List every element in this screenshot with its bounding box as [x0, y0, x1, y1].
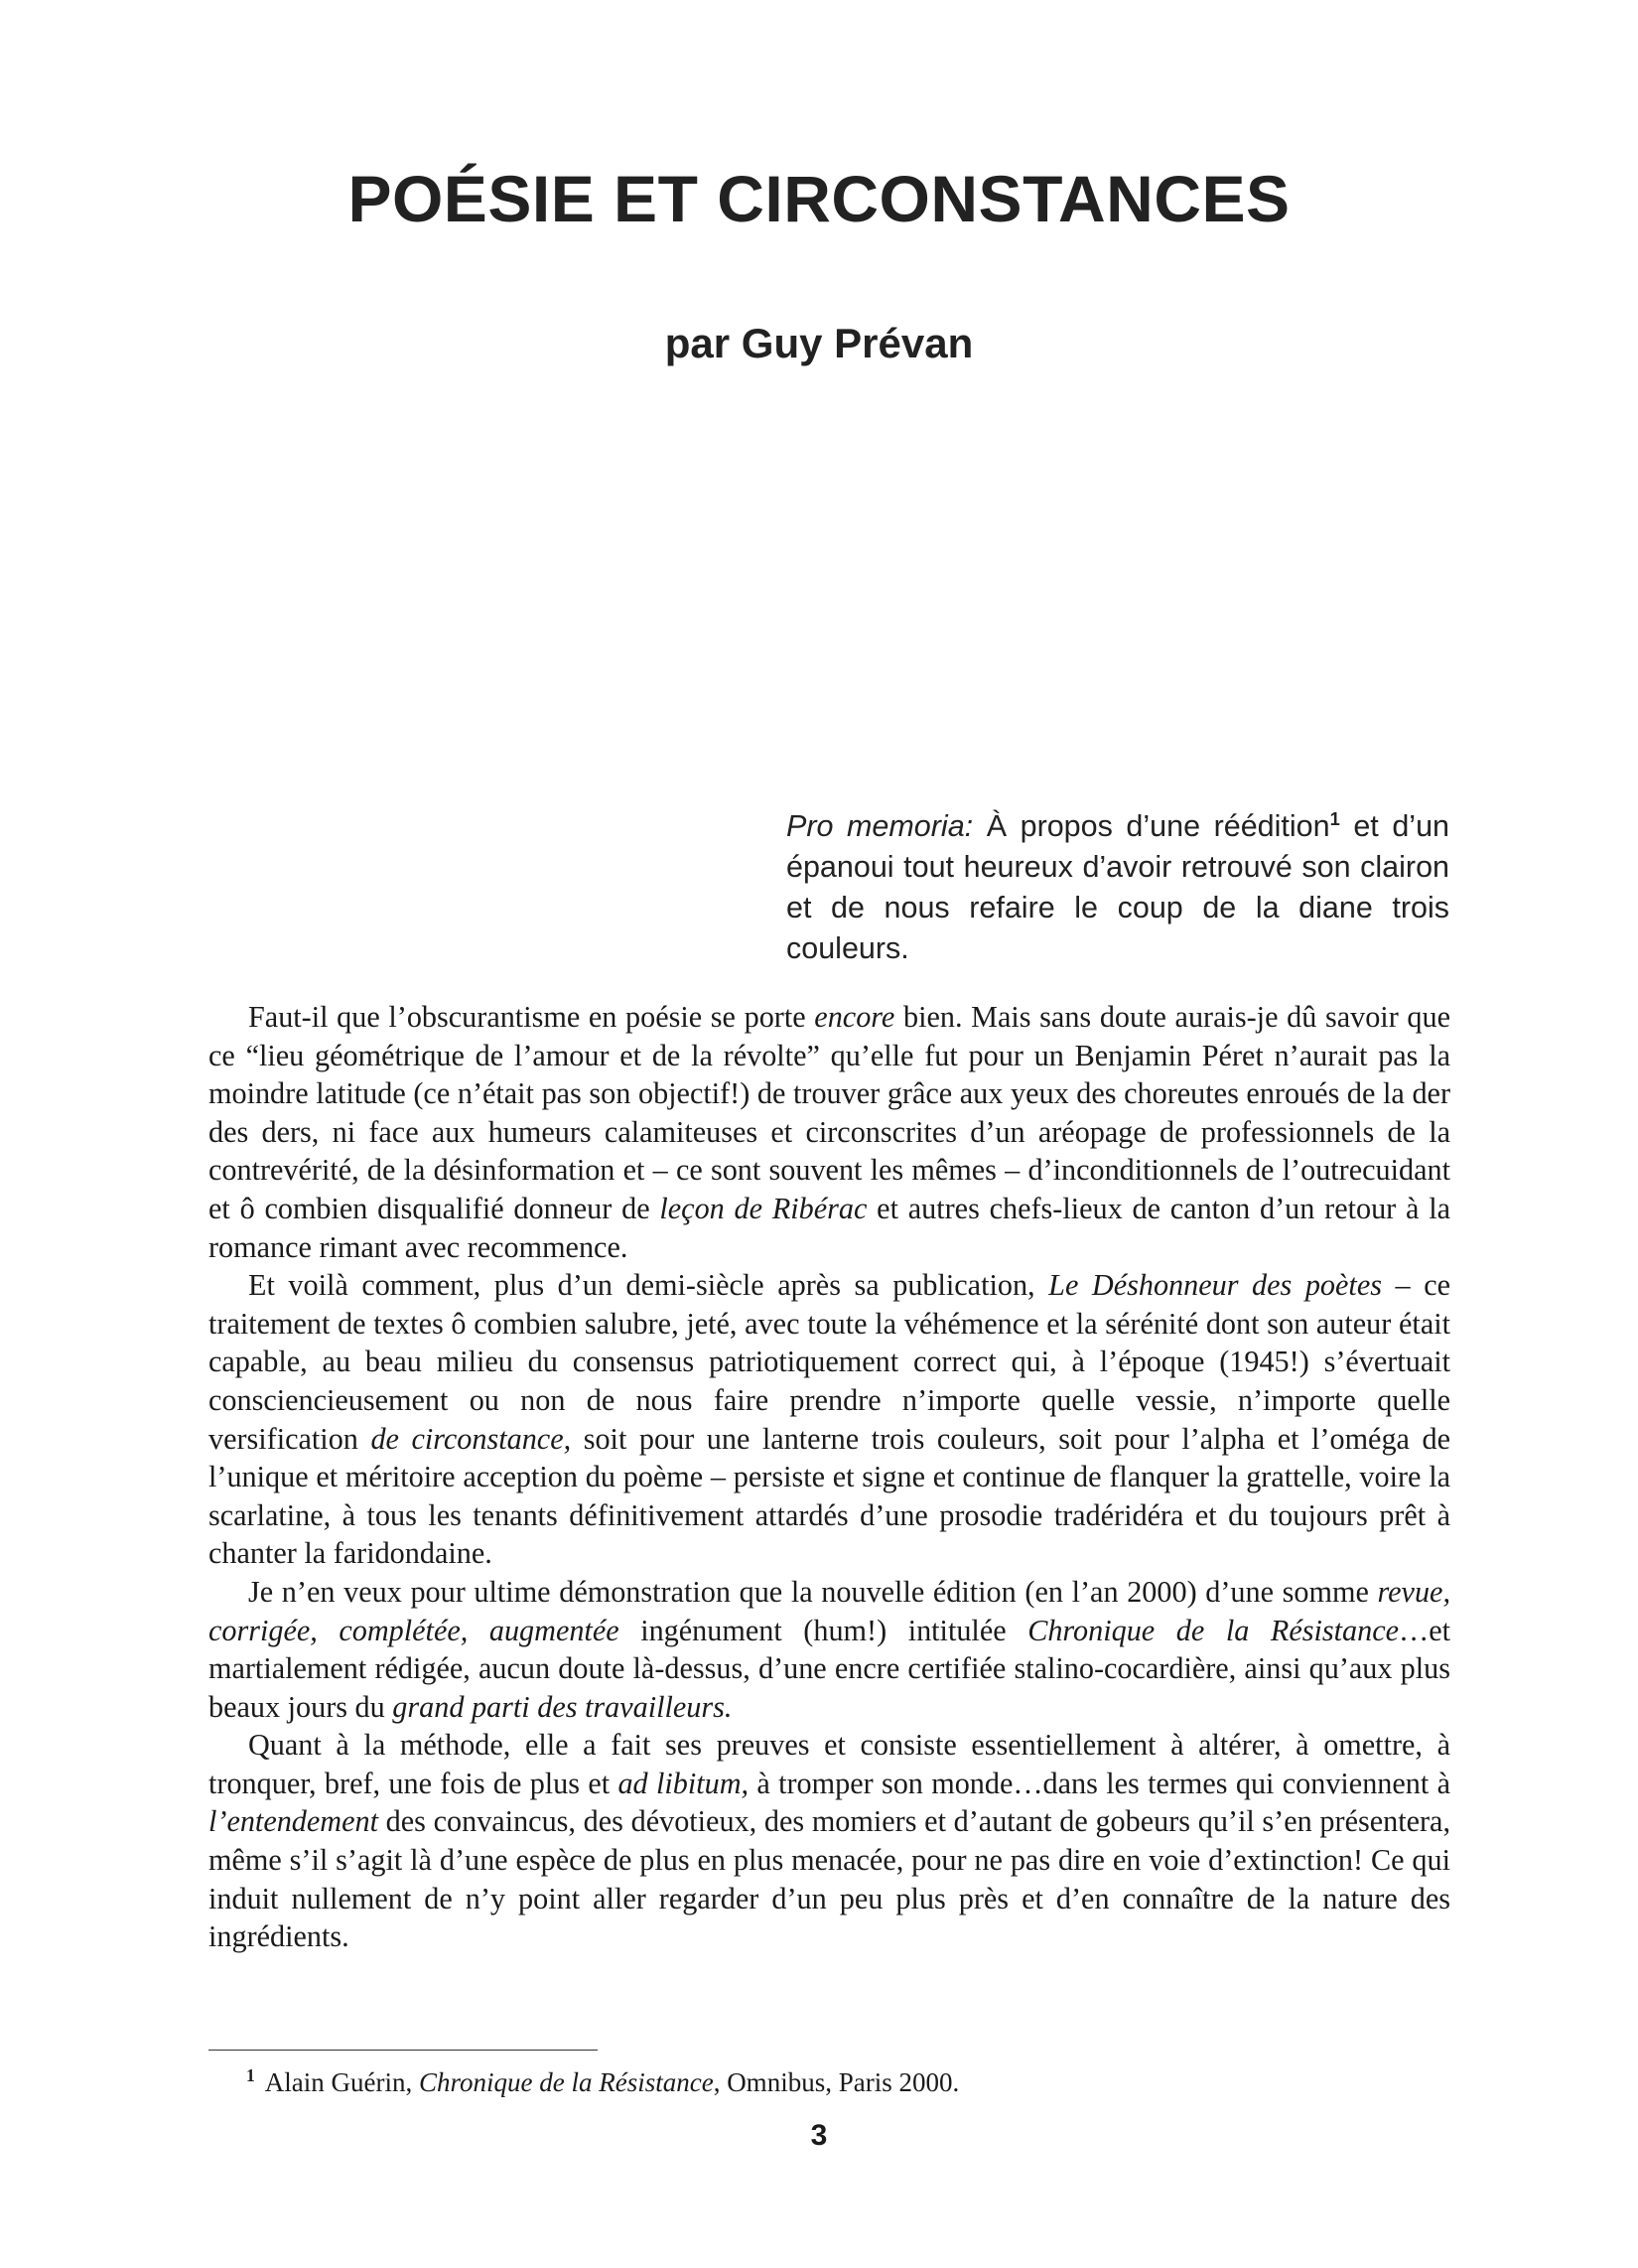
body-paragraph [208, 1726, 1450, 1956]
text-run: ingénument (hum!) intitulée [618, 1613, 1028, 1647]
body-paragraph [208, 998, 1450, 1266]
epigraph-text-before-note: À propos d’une réédition [973, 809, 1330, 843]
text-run: Quant à la méthode, elle a fait ses preuves et consiste essentiellement à altérer, à omettre, à tronquer, bref, une fois de plus et [208, 1728, 1450, 1800]
body-text [208, 998, 1450, 1956]
footnote-rest: , Omnibus, Paris 2000. [713, 2067, 960, 2097]
epigraph [786, 806, 1449, 969]
page-number: 3 [810, 2119, 828, 2152]
footnote-mark: 1 [246, 2065, 255, 2085]
italic-text: leçon de Ribérac [659, 1191, 868, 1225]
footnote-reference: 1 [1329, 807, 1340, 829]
footnote [246, 2065, 1437, 2099]
text-run: des convaincus, des dévotieux, des momiers et d’autant de gobeurs qu’il s’en présentera, même s’il s’agit là d’une espèce de plus en plus menacée, pour ne pas dire en voie d’extinction! Ce qui induit nullement de n’y point aller regarder d’un peu plus près et d’en connaître de la nature des ingrédients. [208, 1804, 1450, 1954]
text-run: à tromper son monde…dans les termes qui conviennent à [749, 1766, 1450, 1800]
italic-text: de circonstance, [370, 1421, 572, 1456]
footnote-divider [208, 2050, 598, 2051]
epigraph-text-after-note: et d’un épanoui tout heureux d’avoir retrouvé son clairon et de nous refaire le coup de la diane trois couleurs. [786, 809, 1449, 965]
text-run: …et martialement rédigée, aucun doute là-dessus, d’une encre certifiée stalino-cocardière, ainsi qu’aux plus beaux jours du [208, 1613, 1450, 1724]
body-paragraph [208, 1266, 1450, 1573]
italic-text: encore [814, 1000, 895, 1034]
italic-text: Chronique de la Résistance [1027, 1613, 1399, 1647]
text-run: Je n’en veux pour ultime démonstration que la nouvelle édition (en l’an 2000) d’une somme [248, 1574, 1378, 1609]
text-run: – ce traitement de textes ô combien salubre, jeté, avec toute la véhémence et la sérénité dont son auteur était capable, au beau milieu du consensus patriotiquement correct qui, à l’époque (1945!) s’évertuait consciencieusement ou non de nous faire prendre n’importe quelle vessie, n’importe quelle versification [208, 1268, 1450, 1456]
text-run: Et voilà comment, plus d’un demi-siècle après sa publication, [248, 1268, 1049, 1303]
italic-text: l’entendement [208, 1804, 378, 1839]
italic-text: revue, corrigée, complétée, augmentée [208, 1574, 1450, 1647]
footnote-work: Chronique de la Résistance [418, 2067, 714, 2097]
italic-text: Le Déshonneur des poètes [1048, 1268, 1382, 1303]
text-run: soit pour une lanterne trois couleurs, soit pour l’alpha et l’oméga de l’unique et méritoire acception du poème – persiste et signe et continue de flanquer la grattelle, voire la scarlatine, à tous les tenants définitivement attardés d’une prosodie tradéridéra et du toujours prêt à chanter la faridondaine. [208, 1421, 1450, 1571]
text-run: Faut-il que l’obscurantisme en poésie se porte [248, 1000, 815, 1034]
article-author: par Guy Prévan [664, 320, 974, 366]
article-title: POÉSIE ET CIRCONSTANCES [347, 162, 1291, 235]
text-run: et autres chefs-lieux de canton d’un retour à la romance rimant avec recommence. [208, 1191, 1450, 1264]
italic-text: grand parti des travailleurs. [392, 1689, 733, 1724]
footnote-author: Alain Guérin, [264, 2067, 419, 2097]
italic-text: ad libitum, [617, 1766, 750, 1800]
body-paragraph [208, 1573, 1450, 1726]
text-run: bien. Mais sans doute aurais-je dû savoir que ce “lieu géométrique de l’amour et de la révolte” qu’elle fut pour un Benjamin Péret n’aurait pas la moindre latitude (ce n’était pas son objectif!) de trouver grâce aux yeux des choreutes enroués de la der des ders, ni face aux humeurs calamiteuses et circonscrites d’un aréopage de professionnels de la contrevérité, de la désinformation et – ce sont souvent les mêmes – d’inconditionnels de l’outrecuidant et ô combien disqualifié donneur de [208, 1000, 1450, 1225]
epigraph-lead: Pro memoria: [786, 809, 974, 843]
